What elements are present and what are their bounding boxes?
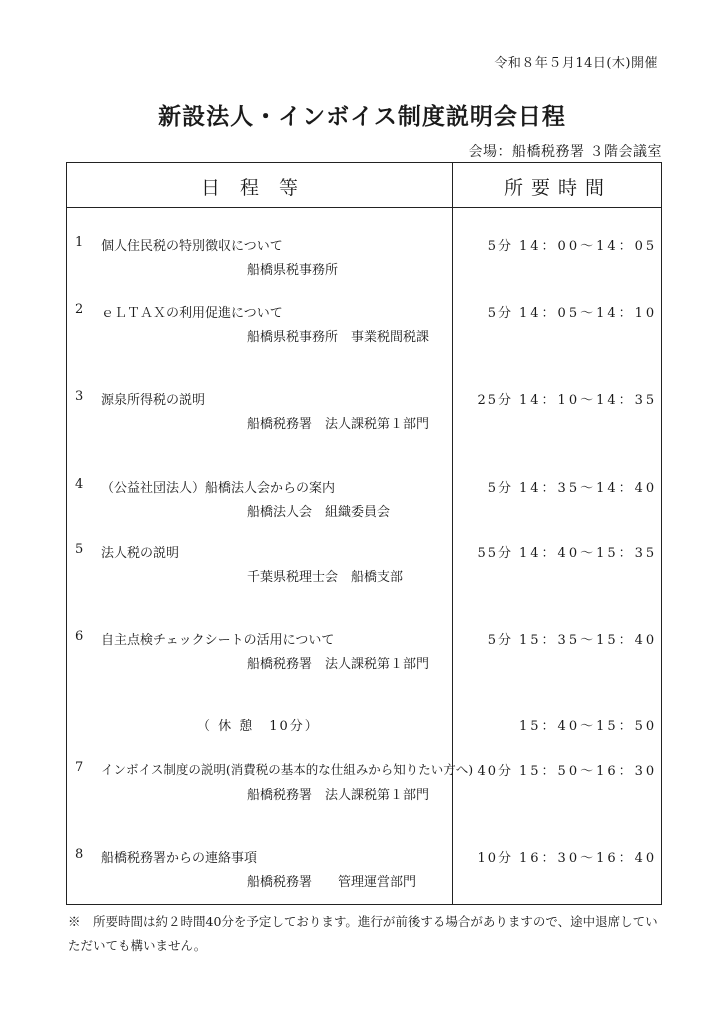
item-time-range: 16：30～16：40	[519, 851, 658, 866]
item-number: 5	[75, 542, 84, 557]
column-header-schedule: 日程等	[200, 177, 318, 199]
item-time-range: 14：10～14：35	[519, 393, 658, 408]
item-title: 法人税の説明	[101, 546, 180, 561]
item-minutes: 5分	[487, 481, 513, 496]
item-title: インボイス制度の説明(消費税の基本的な仕組みから知りたい方へ)	[101, 762, 474, 777]
item-number: 4	[75, 477, 84, 492]
item-number: 7	[75, 760, 84, 775]
column-divider	[452, 163, 453, 904]
break-time-range: 15：40～15：50	[519, 719, 658, 734]
item-minutes: 40分	[477, 764, 513, 779]
item-presenter: 船橋県税事務所	[247, 263, 339, 278]
item-presenter: 千葉県税理士会 船橋支部	[247, 570, 404, 585]
item-minutes: 25分	[477, 393, 513, 408]
item-minutes: 5分	[487, 306, 513, 321]
item-presenter: 船橋税務署 法人課税第１部門	[247, 788, 430, 803]
header-divider	[67, 207, 661, 208]
item-presenter: 船橋税務署 法人課税第１部門	[247, 657, 430, 672]
item-time-range: 14：40～15：35	[519, 546, 658, 561]
item-presenter: 船橋県税事務所 事業税間税課	[247, 330, 430, 345]
schedule-table	[66, 162, 662, 905]
item-title: （公益社団法人）船橋法人会からの案内	[101, 481, 336, 496]
item-presenter: 船橋税務署 法人課税第１部門	[247, 417, 430, 432]
item-minutes: 10分	[477, 851, 513, 866]
column-header-duration: 所要時間	[503, 177, 612, 199]
item-number: 1	[75, 235, 84, 250]
item-minutes: 5分	[487, 633, 513, 648]
item-presenter: 船橋税務署 管理運営部門	[247, 875, 417, 890]
item-time-range: 14：05～14：10	[519, 306, 658, 321]
item-number: 8	[75, 847, 84, 862]
item-number: 6	[75, 629, 84, 644]
item-title: 個人住民税の特別徴収について	[101, 239, 283, 254]
item-title: 船橋税務署からの連絡事項	[101, 851, 258, 866]
venue: 会場：船橋税務署 ３階会議室	[468, 144, 662, 160]
item-minutes: 55分	[477, 546, 513, 561]
item-time-range: 14：35～14：40	[519, 481, 658, 496]
item-number: 3	[75, 389, 84, 404]
break-label: （ 休 憩 10分）	[197, 719, 320, 734]
item-time-range: 14：00～14：05	[519, 239, 658, 254]
item-minutes: 5分	[487, 239, 513, 254]
item-time-range: 15：35～15：40	[519, 633, 658, 648]
item-title: 自主点検チェックシートの活用について	[101, 633, 335, 648]
item-number: 2	[75, 302, 84, 317]
item-presenter: 船橋法人会 組織委員会	[247, 505, 391, 520]
footnote: ※ 所要時間は約２時間40分を予定しております。進行が前後する場合がありますので、途中退席していただいても構いません。	[68, 914, 658, 953]
page-title: 新設法人・インボイス制度説明会日程	[158, 103, 566, 130]
item-title: ｅＬＴＡＸの利用促進について	[101, 306, 283, 321]
date: 令和８年５月14日(木)開催	[494, 56, 658, 71]
item-title: 源泉所得税の説明	[101, 393, 206, 408]
item-time-range: 15：50～16：30	[519, 764, 658, 779]
